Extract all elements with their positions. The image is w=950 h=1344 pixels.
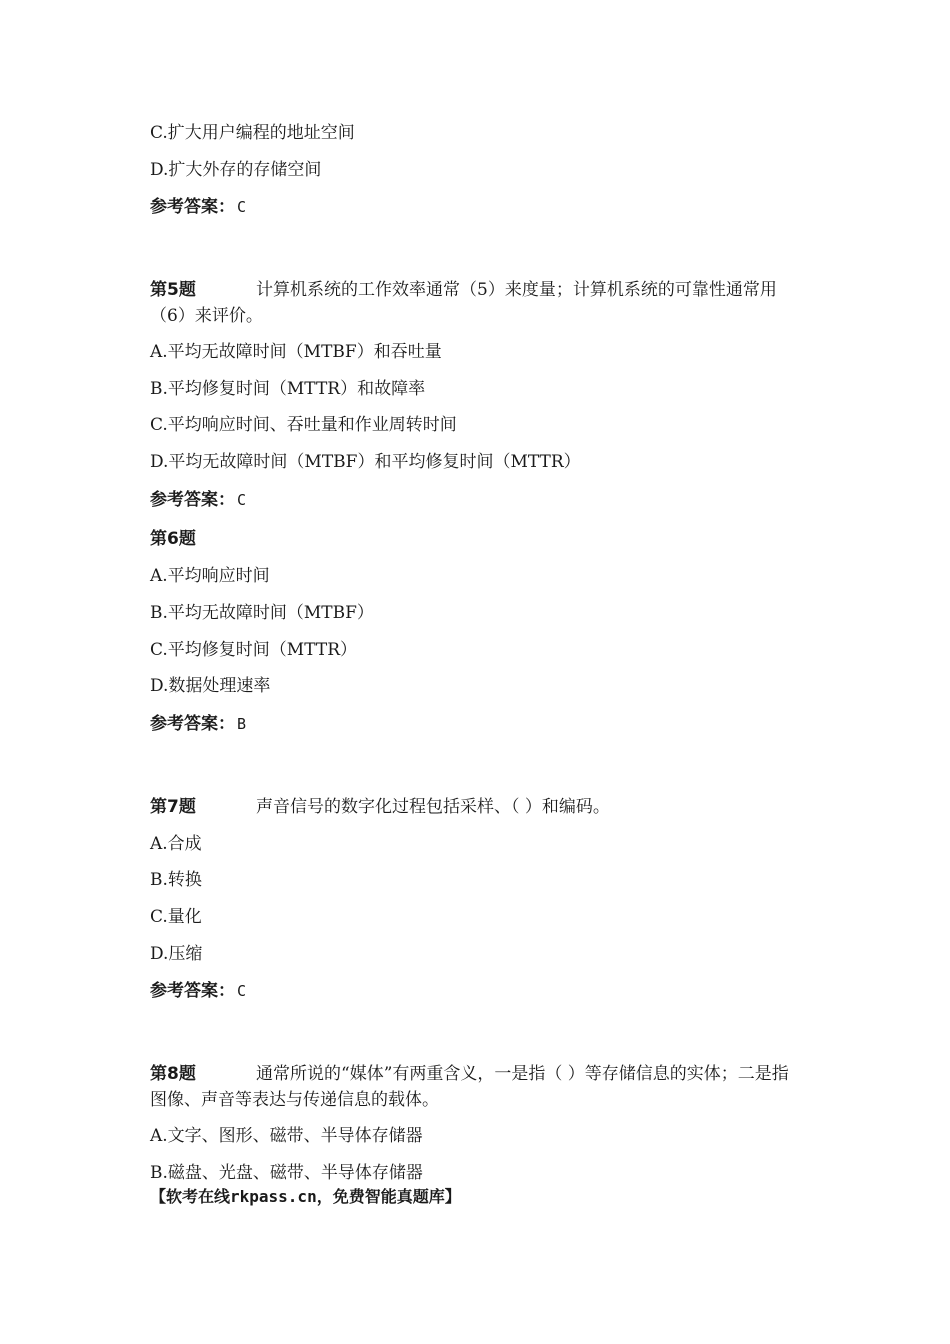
answer-label: 参考答案： <box>150 981 235 1001</box>
option-a: A.平均响应时间 <box>150 566 270 586</box>
footer-watermark: 【软考在线rkpass.cn，免费智能真题库】 <box>150 1187 461 1206</box>
question-number: 第6题 <box>150 529 196 549</box>
question-7 <box>150 794 790 820</box>
question-text: 计算机系统的工作效率通常（5）来度量；计算机系统的可靠性通常用（6）来评价。 <box>150 280 777 326</box>
option-d: D.平均无故障时间（MTBF）和平均修复时间（MTTR） <box>150 452 581 472</box>
option-d: D.压缩 <box>150 944 203 964</box>
answer-value: C <box>237 491 247 509</box>
question-number: 第8题 <box>150 1064 196 1084</box>
option-a: A.合成 <box>150 834 202 854</box>
answer-line <box>150 196 246 218</box>
question-number: 第5题 <box>150 280 196 300</box>
option-a: A.平均无故障时间（MTBF）和吞吐量 <box>150 342 442 362</box>
answer-line <box>150 489 246 511</box>
answer-line <box>150 980 246 1002</box>
option-c: C.平均响应时间、吞吐量和作业周转时间 <box>150 415 457 435</box>
option-c: C.平均修复时间（MTTR） <box>150 640 358 660</box>
option-c: C.扩大用户编程的地址空间 <box>150 123 355 143</box>
answer-label: 参考答案： <box>150 197 235 217</box>
answer-label: 参考答案： <box>150 714 235 734</box>
option-a: A.文字、图形、磁带、半导体存储器 <box>150 1126 423 1146</box>
question-5 <box>150 277 790 329</box>
option-d: D.数据处理速率 <box>150 676 271 696</box>
answer-label: 参考答案： <box>150 490 235 510</box>
option-b: B.平均无故障时间（MTBF） <box>150 603 374 623</box>
option-b: B.平均修复时间（MTTR）和故障率 <box>150 379 426 399</box>
answer-value: B <box>237 715 247 733</box>
question-8 <box>150 1061 790 1113</box>
option-b: B.磁盘、光盘、磁带、半导体存储器 <box>150 1163 423 1183</box>
answer-value: C <box>237 982 247 1000</box>
question-number: 第7题 <box>150 797 196 817</box>
answer-line <box>150 713 246 735</box>
option-d: D.扩大外存的存储空间 <box>150 160 322 180</box>
question-6 <box>150 526 790 552</box>
option-b: B.转换 <box>150 870 202 890</box>
answer-value: C <box>237 198 247 216</box>
question-text: 通常所说的“媒体”有两重含义，一是指（ ）等存储信息的实体；二是指图像、声音等表达与传递信息的载体。 <box>150 1064 789 1110</box>
question-text: 声音信号的数字化过程包括采样、（ ）和编码。 <box>256 797 610 817</box>
option-c: C.量化 <box>150 907 202 927</box>
